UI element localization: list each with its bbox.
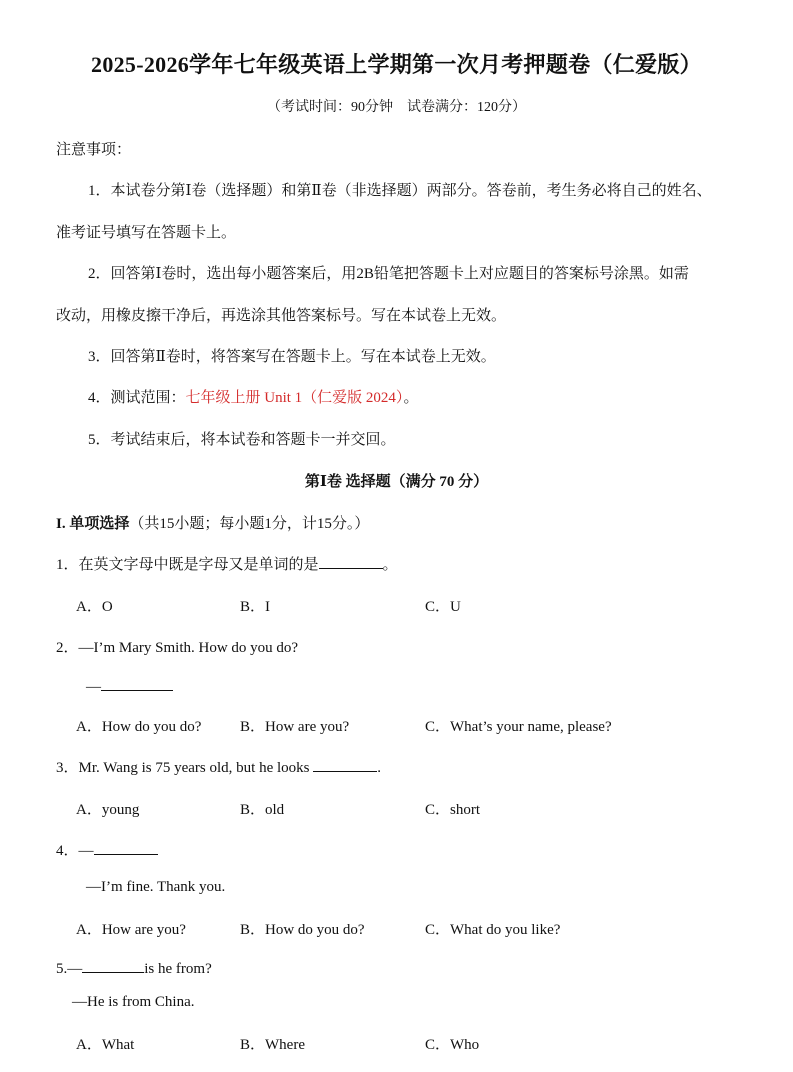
answer-blank xyxy=(101,676,173,691)
note-5: 5．考试结束后，将本试卷和答题卡一并交回。 xyxy=(88,432,396,448)
question-4-stem xyxy=(56,839,158,860)
question-3-text: 3．Mr. Wang is 75 years old, but he looks xyxy=(56,760,310,776)
test-range: 七年级上册 Unit 1（仁爱版 2024） xyxy=(185,390,404,406)
question-1-stem xyxy=(56,553,398,574)
question-4-text: 4．— xyxy=(56,843,94,859)
question-5-end: is he from? xyxy=(144,961,212,977)
note-1-line-1: 1．本试卷分第Ⅰ卷（选择题）和第Ⅱ卷（非选择题）两部分。答卷前，考生务必将自己的姓名、 xyxy=(88,183,712,199)
note-2-line-2: 改动，用橡皮擦干净后，再选涂其他答案标号。写在本试卷上无效。 xyxy=(56,308,507,324)
q1-option-c: C．U xyxy=(425,599,461,615)
q3-option-c: C．short xyxy=(425,802,481,818)
dash: — xyxy=(86,679,101,695)
question-1-end: 。 xyxy=(382,557,398,573)
note-4-suffix: 。 xyxy=(403,390,419,406)
question-4-reply: —I’m fine. Thank you. xyxy=(86,879,226,895)
part-1-title: I. 单项选择 xyxy=(56,516,130,532)
part-1-desc: （共15小题；每小题1分，计15分。） xyxy=(129,516,370,532)
question-5-stem xyxy=(56,958,212,978)
q5-option-a: A．What xyxy=(76,1037,135,1053)
question-1-text: 1．在英文字母中既是字母又是单词的是 xyxy=(56,557,319,573)
answer-blank xyxy=(319,554,383,569)
note-4-prefix: 4．测试范围： xyxy=(88,390,186,406)
q4-option-c: C．What do you like? xyxy=(425,922,561,938)
q2-option-b: B．How are you? xyxy=(240,719,350,735)
q4-option-a: A．How are you? xyxy=(76,922,186,938)
part-1-heading xyxy=(56,512,369,533)
notes-label: 注意事项： xyxy=(56,142,132,158)
q3-option-a: A．young xyxy=(76,802,140,818)
q2-option-c: C．What’s your name, please? xyxy=(425,719,612,735)
question-3-stem xyxy=(56,756,381,777)
answer-blank xyxy=(313,757,377,772)
section-title: 第Ⅰ卷 选择题（满分 70 分） xyxy=(304,474,489,490)
question-2-reply xyxy=(86,676,173,696)
q5-option-b: B．Where xyxy=(240,1037,305,1053)
answer-blank xyxy=(82,958,144,973)
q5-option-c: C．Who xyxy=(425,1037,480,1053)
q4-option-b: B．How do you do? xyxy=(240,922,365,938)
q1-option-a: A．O xyxy=(76,599,113,615)
q1-option-b: B．I xyxy=(240,599,271,615)
note-4 xyxy=(88,386,418,407)
question-2-stem: 2．—I’m Mary Smith. How do you do? xyxy=(56,640,299,656)
note-1-line-2: 准考证号填写在答题卡上。 xyxy=(56,225,237,241)
question-5-reply: —He is from China. xyxy=(72,994,195,1010)
note-3: 3．回答第Ⅱ卷时，将答案写在答题卡上。写在本试卷上无效。 xyxy=(88,349,496,365)
q3-option-b: B．old xyxy=(240,802,285,818)
q2-option-a: A．How do you do? xyxy=(76,719,202,735)
question-5-text: 5.— xyxy=(56,961,83,977)
note-2-line-1: 2．回答第Ⅰ卷时，选出每小题答案后，用2B铅笔把答题卡上对应题目的答案标号涂黑。如需 xyxy=(88,266,689,282)
question-3-end: . xyxy=(377,760,381,776)
exam-info: （考试时间：90分钟 试卷满分：120分） xyxy=(267,100,526,115)
answer-blank xyxy=(94,840,158,855)
page-title: 2025-2026学年七年级英语上学期第一次月考押题卷（仁爱版） xyxy=(91,52,702,77)
